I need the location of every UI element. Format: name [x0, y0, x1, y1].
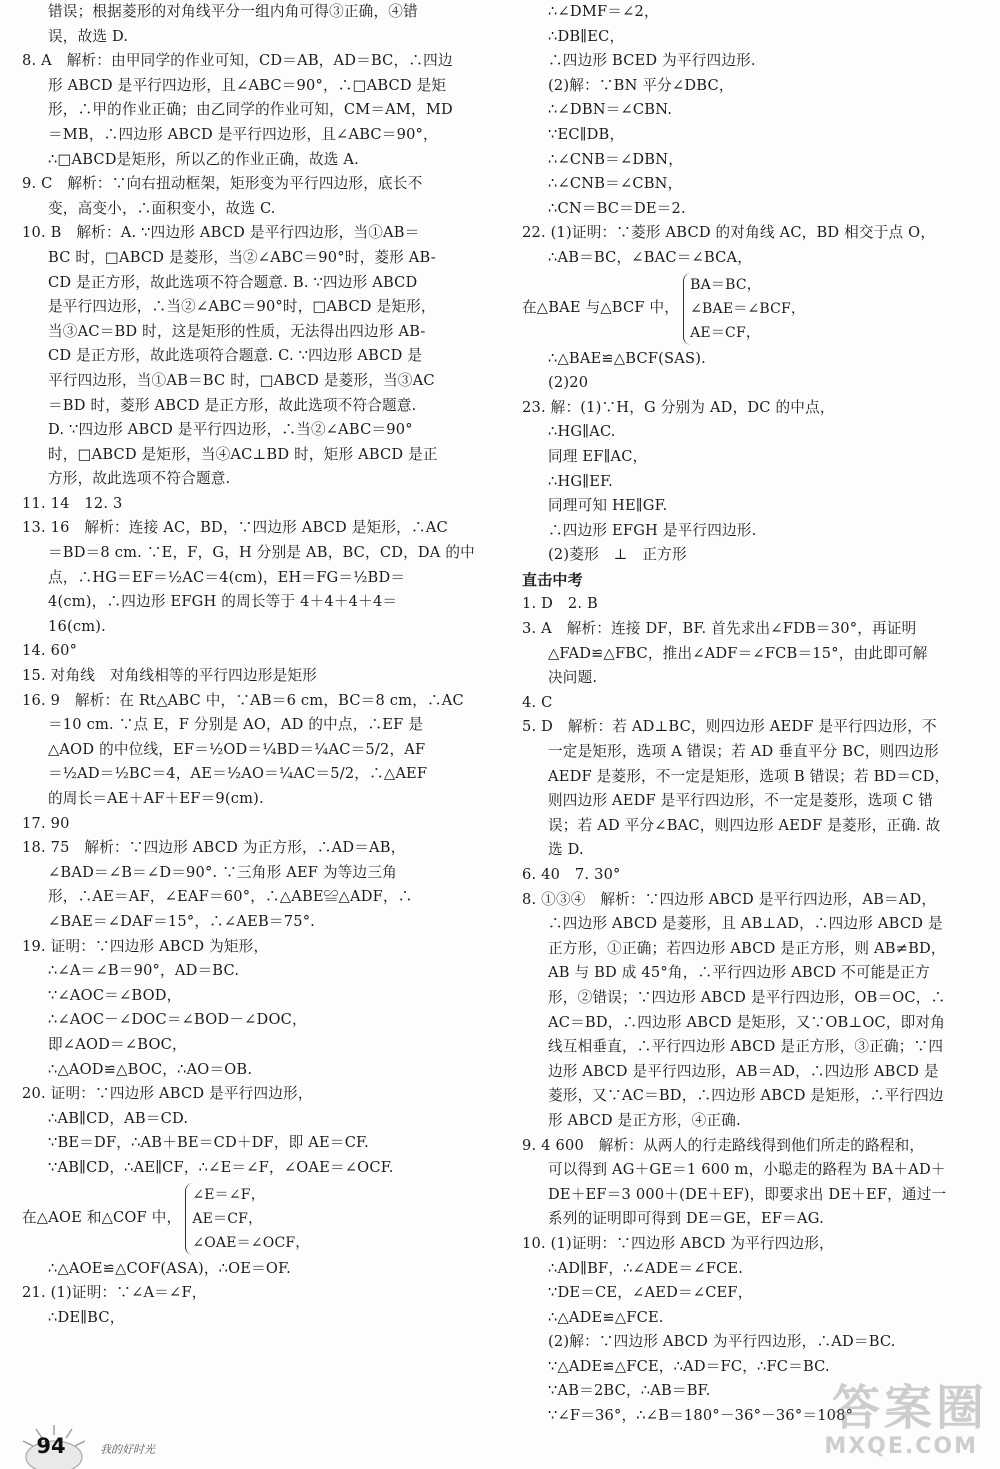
answer-line: 一定是矩形，选项 A 错误；若 AD 垂直平分 BC，则四边形: [548, 743, 939, 761]
answer-line: (2)解：∵BN 平分∠DBC，: [548, 76, 734, 94]
answer-line: 即∠AOD＝∠BOC，: [48, 1035, 187, 1053]
answer-line: DE＋EF＝3 000＋(DE＋EF)，即要求出 DE＋EF，通过一: [548, 1185, 947, 1203]
footer-motto: 我的好时光: [100, 1443, 155, 1456]
answer-line: ∵∠AOC＝∠BOD，: [48, 986, 182, 1004]
answer-line: ＝BD＝8 cm. ∵E，F，G，H 分别是 AB，BC，CD，DA 的中: [48, 544, 475, 562]
answer-line: ∵AB＝2BC，∴AB＝BF.: [548, 1382, 711, 1400]
answer-line: 13. 16 解析：连接 AC，BD，∵四边形 ABCD 是矩形，∴AC: [22, 519, 448, 537]
answer-line: ∴∠DMF＝∠2，: [548, 3, 659, 20]
right-column: [522, 0, 984, 1429]
answer-line: 19. 证明：∵四边形 ABCD 为矩形，: [22, 937, 269, 955]
answer-line: ∴四边形 ABCD 是菱形，且 AB⊥AD，∴四边形 ABCD 是: [548, 915, 943, 933]
answer-line: BC 时，□ABCD 是菱形，当②∠ABC＝90°时，菱形 AB-: [48, 248, 436, 266]
answer-line: 23. 解：(1)∵H，G 分别为 AD，DC 的中点，: [522, 398, 835, 416]
answer-line: ∠BAE＝∠DAF＝15°，∴∠AEB＝75°.: [48, 912, 316, 930]
answer-line: ∴HG∥EF.: [548, 472, 613, 490]
answer-line: 形 ABCD 是平行四边形，且∠ABC＝90°，∴□ABCD 是矩: [48, 76, 447, 94]
brace-bracket: [185, 1183, 309, 1255]
answer-line: AEDF 是菱形，不一定是矩形，选项 B 错误；若 BD＝CD，: [548, 767, 950, 785]
answer-line: ∴∠CNB＝∠DBN，: [548, 150, 683, 168]
answer-line: (2)20: [548, 374, 589, 392]
answer-line: AC＝BD，∴四边形 ABCD 是矩形，又∵OB⊥OC，即对角: [548, 1013, 946, 1031]
answer-line: 的周长＝AE＋AF＋EF＝9(cm).: [48, 790, 264, 807]
answer-line: △AOD 的中位线，EF＝½OD＝¼BD＝¼AC＝5/2，AF: [48, 740, 426, 758]
answer-line: 当③AC＝BD 时，这是矩形的性质，无法得出四边形 AB-: [48, 322, 426, 340]
answer-line: ∴AB＝BC，∠BAC＝∠BCA，: [548, 248, 753, 266]
answer-line: ∴∠DBN＝∠CBN.: [548, 101, 673, 119]
answer-line: CD 是正方形，故此选项不符合题意. B. ∵四边形 ABCD: [48, 273, 418, 291]
answer-line: ∴∠A＝∠B＝90°，AD＝BC.: [48, 962, 240, 980]
answer-line: 点，∴HG＝EF＝½AC＝4(cm)，EH＝FG＝½BD＝: [48, 568, 406, 586]
answer-line: 15. 对角线 对角线相等的平行四边形是矩形: [22, 667, 317, 685]
condition-lead: 在△AOE 和△COF 中，: [22, 1209, 182, 1227]
answer-line: 边形 ABCD 是平行四边形，AB＝AD，∴四边形 ABCD 是: [548, 1062, 939, 1080]
answer-line: 11. 14 12. 3: [22, 494, 123, 512]
answer-line: 平行四边形，当①AB＝BC 时，□ABCD 是菱形，当③AC: [48, 371, 435, 389]
answer-line: 误，故选 D.: [48, 27, 129, 45]
answer-line: AB 与 BD 成 45°角，∴平行四边形 ABCD 不可能是正方: [548, 964, 930, 982]
answer-line: ∵EC∥DB，: [548, 125, 625, 143]
answer-line: D. ∵四边形 ABCD 是平行四边形，∴当②∠ABC＝90°: [48, 421, 413, 439]
congruence-condition-group: [522, 271, 984, 347]
answer-line: ∴△BAE≌△BCF(SAS).: [548, 349, 706, 367]
answer-line: 18. 75 解析：∵四边形 ABCD 为正方形，∴AD＝AB，: [22, 839, 406, 857]
answer-line: ∴∠CNB＝∠CBN，: [548, 175, 683, 193]
answer-line: 同理 EF∥AC，: [548, 447, 648, 465]
answer-line: ∵△ADE≌△FCE，∴AD＝FC，∴FC＝BC.: [548, 1357, 830, 1375]
answer-line: 变，高变小，∴面积变小，故选 C.: [48, 199, 276, 217]
answer-line: ＝10 cm. ∵点 E，F 分别是 AO，AD 的中点，∴EF 是: [48, 716, 424, 734]
condition-item: ∠BAE＝∠BCF，: [690, 300, 806, 317]
answer-line: ∵∠F＝36°，∴∠B＝180°－36°－36°＝108°: [548, 1407, 854, 1425]
site-watermark: [778, 1369, 988, 1459]
answer-line: ∵AB∥CD，∴AE∥CF，∴∠E＝∠F，∠OAE＝∠OCF.: [48, 1158, 394, 1176]
answer-line: 形，∴甲的作业正确；由乙同学的作业可知，CM＝AM，MD: [48, 101, 453, 119]
answer-line: 14. 60°: [22, 642, 78, 660]
answer-line: ∴HG∥AC.: [548, 423, 616, 441]
answer-line: 6. 40 7. 30°: [522, 866, 621, 883]
answer-line: 可以得到 AG＋GE＝1 600 m，小聪走的路程为 BA＋AD＋: [548, 1161, 946, 1179]
answer-line: ∴DE∥BC，: [48, 1308, 125, 1326]
left-column: [22, 0, 484, 1330]
answer-line: 时，□ABCD 是矩形，当④AC⊥BD 时，矩形 ABCD 是正: [48, 445, 438, 463]
answer-line: ∴□ABCD是矩形，所以乙的作业正确，故选 A.: [48, 150, 359, 168]
answer-line: 20. 证明：∵四边形 ABCD 是平行四边形，: [22, 1085, 313, 1103]
answer-line: 16(cm).: [48, 617, 107, 635]
watermark-logo-text: 答案圈: [831, 1380, 988, 1436]
answer-line: ∴△AOE≌△COF(ASA)，∴OE＝OF.: [48, 1259, 291, 1277]
answer-line: ∵DE＝CE，∠AED＝∠CEF，: [548, 1284, 753, 1302]
answer-line: 形，②错误；∵四边形 ABCD 是平行四边形，OB＝OC，∴: [548, 988, 946, 1006]
answer-line: ∴CN＝BC＝DE＝2.: [548, 199, 686, 217]
answer-line: (2)解：∵四边形 ABCD 为平行四边形，∴AD＝BC.: [548, 1333, 896, 1351]
answer-line: 则四边形 AEDF 是平行四边形，不一定是菱形，选项 C 错: [548, 792, 934, 810]
answer-line: 菱形，又∵AC＝BD，∴四边形 ABCD 是矩形，∴平行四边: [548, 1087, 944, 1105]
answer-line: ∴AD∥BF，∴∠ADE＝∠FCE.: [548, 1259, 744, 1277]
condition-item: AE＝CF，: [192, 1210, 263, 1227]
answer-line: 误；若 AD 平分∠BAC，则四边形 AEDF 是菱形，正确. 故: [548, 816, 941, 834]
answer-line: 8. ①③④ 解析：∵四边形 ABCD 是平行四边形，AB＝AD，: [522, 890, 937, 908]
answer-line: (2)菱形 ⊥ 正方形: [548, 546, 687, 564]
answer-line: ＝BD 时，菱形 ABCD 是正方形，故此选项不符合题意.: [48, 396, 417, 414]
condition-item: ∠OAE＝∠OCF，: [192, 1234, 310, 1251]
answer-line: ∵BE＝DF，∴AB＋BE＝CD＋DF，即 AE＝CF.: [48, 1134, 369, 1152]
answer-line: 10. (1)证明：∵四边形 ABCD 为平行四边形，: [522, 1234, 834, 1252]
answer-line: 9. 4 600 解析：从两人的行走路线得到他们所走的路程和，: [522, 1136, 925, 1154]
answer-line: 错误；根据菱形的对角线平分一组内角可得③正确，④错: [48, 3, 418, 20]
brace-bracket: [683, 273, 805, 345]
answer-line: ＝MB，∴四边形 ABCD 是平行四边形，且∠ABC＝90°，: [48, 125, 438, 143]
answer-line: 形 ABCD 是正方形，④正确.: [548, 1111, 741, 1129]
congruence-condition-group: [22, 1181, 484, 1257]
watermark-url: MXQE.COM: [824, 1434, 978, 1459]
answer-line: 正方形，①正确；若四边形 ABCD 是正方形，则 AB≠BD，: [548, 939, 946, 957]
answer-line: ∴四边形 BCED 为平行四边形.: [548, 52, 756, 70]
answer-line: 5. D 解析：若 AD⊥BC，则四边形 AEDF 是平行四边形，不: [522, 718, 937, 736]
answer-line: ∴四边形 EFGH 是平行四边形.: [548, 521, 757, 539]
answer-line: CD 是正方形，故此选项符合题意. C. ∵四边形 ABCD 是: [48, 347, 423, 365]
answer-line: 线互相垂直，∴平行四边形 ABCD 是正方形，③正确；∵四: [548, 1038, 944, 1056]
page-number: 94: [36, 1434, 66, 1458]
condition-lead: 在△BAE 与△BCF 中，: [522, 299, 680, 317]
answer-line: 决问题.: [548, 669, 598, 687]
answer-line: ∴DB∥EC，: [548, 27, 625, 45]
answer-line: ∴△ADE≌△FCE.: [548, 1308, 664, 1326]
answer-line: 选 D.: [548, 841, 584, 859]
answer-line: 方形，故此选项不符合题意.: [48, 470, 231, 488]
answer-line: 同理可知 HE∥GF.: [548, 497, 668, 515]
answer-line: 10. B 解析：A. ∵四边形 ABCD 是平行四边形，当①AB＝: [22, 224, 420, 242]
answer-line: 4(cm)，∴四边形 EFGH 的周长等于 4＋4＋4＋4＝: [48, 593, 398, 611]
answer-line: ∴∠AOC－∠DOC＝∠BOD－∠DOC，: [48, 1011, 307, 1029]
condition-item: AE＝CF，: [690, 324, 761, 341]
answer-line: 9. C 解析：∵向右扭动框架，矩形变为平行四边形，底长不: [22, 175, 423, 193]
answer-line: △FAD≌△FBC，推出∠ADF＝∠FCB＝15°，由此即可解: [548, 644, 928, 662]
answer-line: ＝½AD＝½BC＝4，AE＝½AO＝¼AC＝5/2，∴△AEF: [48, 765, 428, 783]
section-heading: 直击中考: [522, 570, 583, 589]
answer-line: 3. A 解析：连接 DF，BF. 首先求出∠FDB＝30°，再证明: [522, 620, 917, 638]
answer-line: 21. (1)证明：∵∠A＝∠F，: [22, 1284, 207, 1302]
answer-line: 22. (1)证明：∵菱形 ABCD 的对角线 AC，BD 相交于点 O，: [522, 224, 936, 242]
condition-item: BA＝BC，: [690, 276, 761, 293]
answer-line: 17. 90: [22, 814, 70, 832]
condition-item: ∠E＝∠F，: [192, 1186, 265, 1203]
answer-line: ∴AB∥CD，AB＝CD.: [48, 1109, 189, 1127]
answer-line: 是平行四边形，∴当②∠ABC＝90°时，□ABCD 是矩形，: [48, 298, 436, 316]
answer-line: ∠BAD＝∠B＝∠D＝90°. ∵三角形 AEF 为等边三角: [48, 863, 397, 881]
answer-line: 形，∴AE＝AF，∠EAF＝60°，∴△ABE≌△ADF，∴: [48, 888, 413, 906]
answer-line: ∴△AOD≌△BOC，∴AO＝OB.: [48, 1060, 253, 1078]
answer-line: 16. 9 解析：在 Rt△ABC 中，∵AB＝6 cm，BC＝8 cm，∴AC: [22, 691, 464, 709]
answer-line: 1. D 2. B: [522, 595, 598, 613]
answer-line: 系列的证明即可得到 DE＝GE，EF＝AG.: [548, 1210, 824, 1228]
answer-line: 8. A 解析：由甲同学的作业可知，CD＝AB，AD＝BC，∴四边: [22, 52, 453, 70]
answer-line: 4. C: [522, 693, 553, 711]
